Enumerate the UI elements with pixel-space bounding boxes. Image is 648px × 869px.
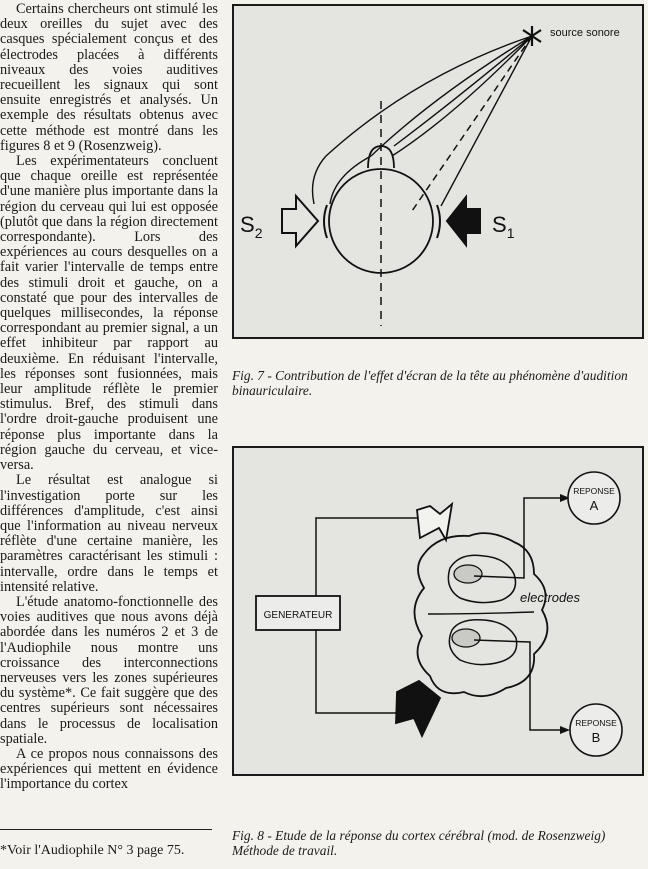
generator-label: GENERATEUR — [263, 610, 333, 621]
lead-to-response-a — [474, 498, 560, 578]
s2-label: $S_2$ — [240, 212, 263, 241]
figure-8-caption-line-1: Fig. 8 - Etude de la réponse du cortex cérébral (mod. de Rosenzweig) — [232, 828, 606, 843]
lower-electrode — [452, 629, 480, 647]
footnote: *Voir l'Audiophile N° 3 page 75. — [0, 843, 185, 858]
paragraph-2: Les expérimentateurs concluent que chaque oreille est représentée d'une manière plus importante dans la région du cerveau qui lui est opposée (plutôt que dans la région directement correspondante). Lors des expériences au cours desquelles on a fait varier l'intervalle de temps entre des stimuli droit et gauche, on a constaté que pour des intervalles de quelques millisecondes, la réponse correspondant au premier signal, a un effet inhibiteur par rapport au deuxième. En réduisant l'intervalle, les réponses sont fusionnées, mais leur amplitude réflète le premier stimulus. Bref, des stimuli dans l'ordre droit-gauche produisent une réponse plus importante dans la région gauche du cerveau, et vice-versa. — [0, 153, 218, 474]
left-ear — [324, 205, 327, 238]
paragraph-1: Certains chercheurs ont stimulé les deux oreilles du sujet avec des casques spécialement conçus et des électrodes placées à différents niveaux des voies auditives recueillent les signaux qui sont ensuite enregistrés et analysés. Un exemple des résultats obtenus avec cette méthode est montré dans les figures 8 et 9 (Rosenzweig). — [0, 1, 218, 154]
right-ear — [437, 205, 440, 238]
wire-to-bottom-speaker — [316, 630, 399, 713]
s1-arrow — [447, 197, 480, 245]
top-speaker-arrow — [417, 504, 452, 540]
figure-8-caption — [232, 828, 648, 858]
figure-7 — [232, 4, 644, 339]
wire-to-top-speaker — [316, 518, 417, 596]
figure-8-caption-line-2: Méthode de travail. — [232, 843, 338, 858]
source-label: source sonore — [550, 27, 620, 39]
bottom-speaker-arrow — [396, 681, 440, 736]
paragraph-4: L'étude anatomo-fonctionnelle des voies auditives que nous avons déjà abordée dans les numéros 2 et 3 de l'Audiophile nous montre uns croissance des interconnections nerveuses vers les zones supérieures du système*. Ce fait suggère que des centres supérieurs sont nécessaires dans le processus de localisation spatiale. — [0, 593, 218, 747]
brain-midline — [428, 612, 534, 614]
paragraph-5: A ce propos nous connaissons des expériences qui mettent en évidence l'importance du cortex — [0, 745, 218, 793]
figure-7-caption: Fig. 7 - Contribution de l'effet d'écran de la tête au phénomène d'audition binauriculaire. — [232, 368, 628, 398]
figure-8-diagram — [234, 448, 642, 774]
path-around-head-outer — [313, 36, 533, 204]
response-b-letter: B — [591, 730, 601, 745]
path-right-ear — [441, 36, 532, 206]
body-text-column — [0, 2, 218, 793]
s2-arrow — [282, 196, 318, 246]
s1-label: $S_1$ — [492, 212, 515, 241]
arrow-to-response-b — [560, 726, 570, 734]
response-a-letter: A — [589, 498, 599, 513]
path-to-nose-a — [394, 36, 532, 146]
path-around-head-inner — [371, 36, 532, 156]
response-a-label: REPONSE — [573, 486, 615, 496]
figure-7-diagram — [234, 6, 642, 337]
figure-8 — [232, 446, 644, 776]
paragraph-3: Le résultat est analogue si l'investigation porte sur les différences d'amplitude, c'est ainsi que l'information au niveau nerveux réflète d'une certaine manière, les paramètres caractérisant les stimuli : intervalle, ordre dans le temps et intensité relative. — [0, 472, 218, 595]
dashed-path-center — [412, 36, 532, 211]
footnote-divider — [0, 829, 212, 830]
upper-electrode — [454, 565, 482, 583]
response-b-label: REPONSE — [575, 718, 617, 728]
electrodes-label: electrodes — [520, 590, 580, 605]
